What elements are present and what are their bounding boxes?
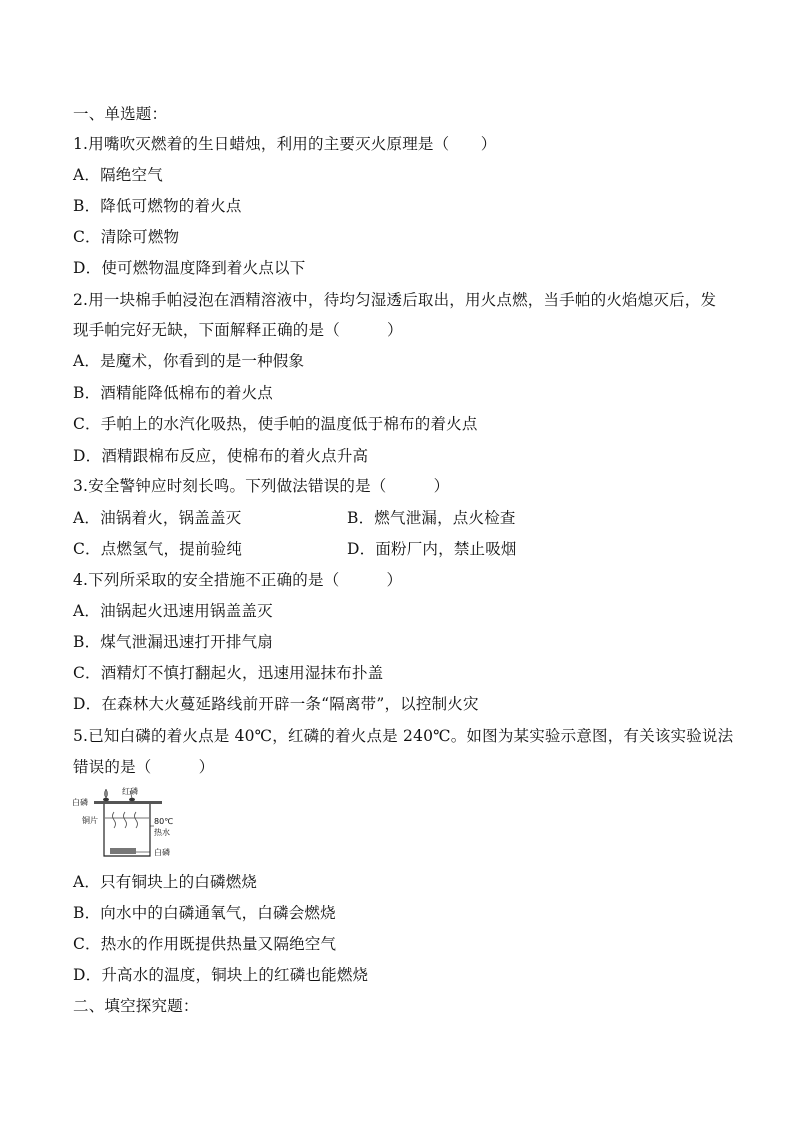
- section-heading-fill-in: 二、填空探究题：: [73, 997, 199, 1015]
- q5-option-c: C．热水的作用既提供热量又隔绝空气: [73, 935, 337, 953]
- label-temperature: 80℃: [154, 817, 174, 826]
- steam-mark: [135, 812, 138, 828]
- q1-option-b: B．降低可燃物的着火点: [73, 197, 242, 215]
- question-1-stem: 1.用嘴吹灭燃着的生日蜡烛，利用的主要灭火原理是（ ）: [73, 135, 497, 153]
- label-white-phosphorus-bottom: 白磷: [154, 848, 170, 857]
- q5-option-b: B．向水中的白磷通氧气，白磷会燃烧: [73, 904, 336, 922]
- q2-option-c: C．手帕上的水汽化吸热，使手帕的温度低于棉布的着火点: [73, 415, 478, 433]
- q5-option-d: D．升高水的温度，铜块上的红磷也能燃烧: [73, 966, 369, 984]
- label-white-phosphorus-top: 白磷: [72, 798, 88, 807]
- steam-mark: [113, 812, 116, 828]
- white-phosphorus-in-water: [110, 848, 136, 854]
- label-red-phosphorus: 红磷: [122, 787, 138, 796]
- q3-option-c: C．点燃氢气，提前验纯: [73, 540, 243, 558]
- question-2-stem-line2: 现手帕完好无缺，下面解释正确的是（ ）: [73, 321, 403, 339]
- label-hot-water: 热水: [154, 828, 170, 837]
- red-phosphorus: [129, 798, 135, 802]
- label-copper-plate: 铜片: [82, 816, 98, 825]
- q4-option-d: D．在森林大火蔓延路线前开辟一条“隔离带”，以控制火灾: [73, 695, 479, 713]
- flame-icon: [105, 789, 108, 798]
- q5-option-a: A．只有铜块上的白磷燃烧: [73, 873, 258, 891]
- q1-option-a: A．隔绝空气: [73, 166, 163, 184]
- question-5-stem-line2: 错误的是（ ）: [73, 758, 215, 776]
- q4-option-b: B．煤气泄漏迅速打开排气扇: [73, 633, 273, 651]
- q4-option-a: A．油锅起火迅速用锅盖盖灭: [73, 602, 273, 620]
- copper-plate: [94, 801, 162, 804]
- q2-option-b: B．酒精能降低棉布的着火点: [73, 384, 273, 402]
- section-heading-single-choice: 一、单选题：: [73, 105, 168, 123]
- question-2-stem-line1: 2.用一块棉手帕浸泡在酒精溶液中，待均匀湿透后取出，用火点燃，当手帕的火焰熄灭后，发: [73, 291, 717, 309]
- q3-option-d: D．面粉厂内，禁止吸烟: [347, 540, 517, 558]
- q3-option-a: A．油锅着火，锅盖盖灭: [73, 509, 242, 527]
- question-3-stem: 3.安全警钟应时刻长鸣。下列做法错误的是（ ）: [73, 477, 450, 495]
- question-5-stem-line1: 5.已知白磷的着火点是 40℃，红磷的着火点是 240℃。如图为某实验示意图，有关该实验说法: [73, 727, 734, 745]
- phosphorus-experiment-diagram: [70, 786, 180, 860]
- q3-option-b: B．燃气泄漏，点火检查: [347, 509, 516, 527]
- question-4-stem: 4.下列所采取的安全措施不正确的是（ ）: [73, 571, 403, 589]
- q2-option-a: A．是魔术，你看到的是一种假象: [73, 352, 305, 370]
- q2-option-d: D．酒精跟棉布反应，使棉布的着火点升高: [73, 447, 369, 465]
- q1-option-d: D．使可燃物温度降到着火点以下: [73, 259, 306, 277]
- steam-mark: [124, 812, 127, 828]
- q1-option-c: C．清除可燃物: [73, 228, 180, 246]
- q4-option-c: C．酒精灯不慎打翻起火，迅速用湿抹布扑盖: [73, 664, 384, 682]
